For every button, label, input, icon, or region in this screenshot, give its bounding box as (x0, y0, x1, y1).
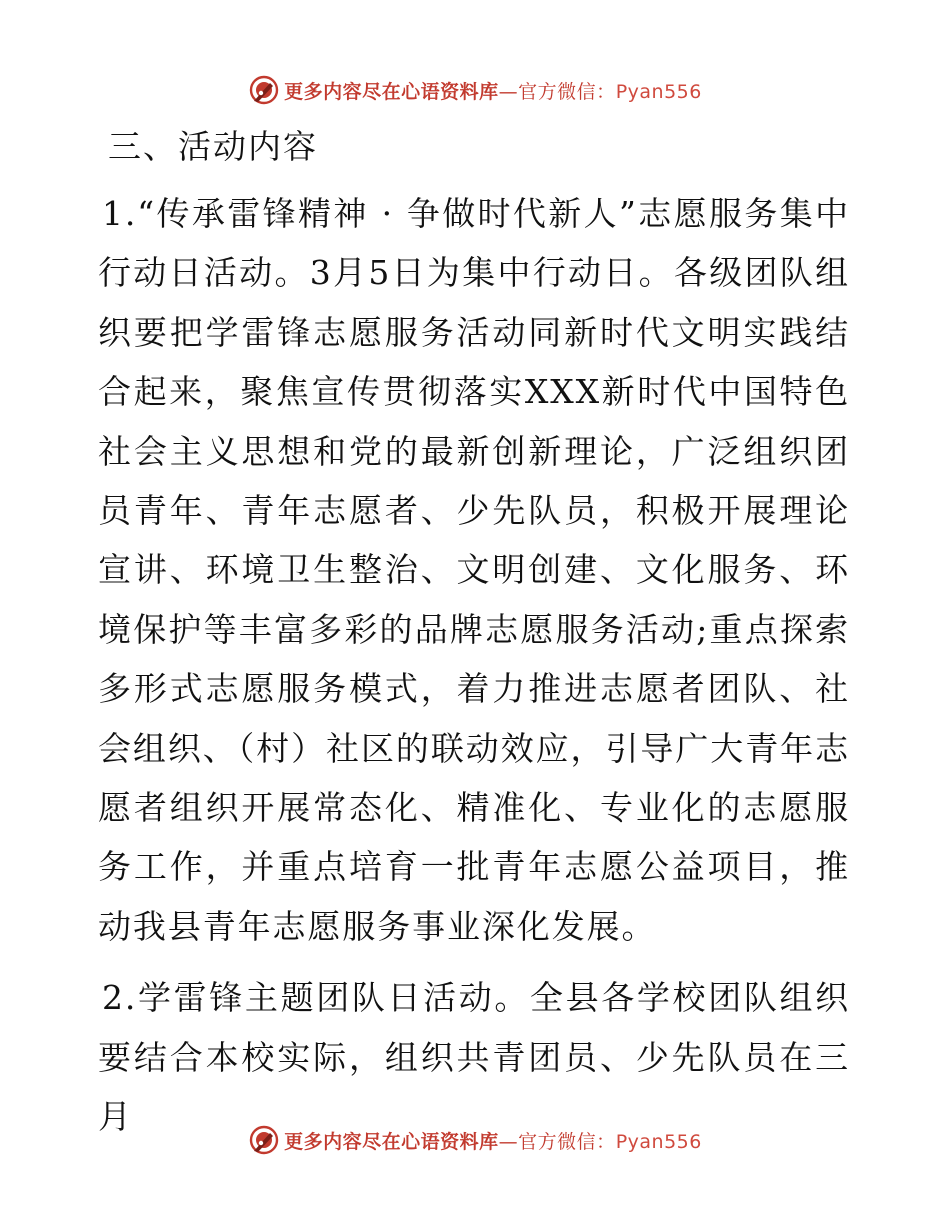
watermark-text (284, 1127, 702, 1154)
watermark-header (0, 70, 950, 110)
watermark-wechat-id: Pyan556 (615, 80, 702, 103)
quill-circle-logo-icon (248, 74, 280, 106)
watermark-separator: — (498, 80, 519, 103)
item-text: “传承雷锋精神 · 争做时代新人”志愿服务集中行动日活动。3月5日为集中行动日。各级团队组织要把学雷锋志愿服务活动同新时代文明实践结合起来，聚焦宣传贯彻落实XXX新时代中国特色社会主义思想和党的最新创新理论，广泛组织团员青年、青年志愿者、少先队员，积极开展理论宣讲、环境卫生整治、文明创建、文化服务、环境保护等丰富多彩的品牌志愿服务活动;重点探索多形式志愿服务模式，着力推进志愿者团队、社会组织、（村）社区的联动效应，引导广大青年志愿者组织开展常态化、精准化、专业化的志愿服务工作，并重点培育一批青年志愿公益项目，推动我县青年志愿服务事业深化发展。 (98, 194, 850, 946)
paragraph-item-1 (98, 184, 850, 956)
watermark-site: 更多内容尽在心语资料库 (284, 80, 499, 103)
watermark-wechat-label: 官方微信： (518, 80, 616, 103)
item-number: 1. (102, 194, 138, 233)
quill-circle-logo-icon (248, 1124, 280, 1156)
watermark-wechat-label: 官方微信： (518, 1130, 616, 1153)
watermark-text (284, 77, 702, 104)
document-body (98, 118, 850, 1159)
item-number: 2. (102, 978, 138, 1018)
item-text: 学雷锋主题团队日活动。全县各学校团队组织要结合本校实际，组织共青团员、少先队员在三月 (98, 978, 850, 1137)
watermark-separator: — (498, 1130, 519, 1153)
watermark-footer (0, 1120, 950, 1160)
watermark-wechat-id: Pyan556 (615, 1130, 702, 1153)
watermark-site: 更多内容尽在心语资料库 (284, 1130, 499, 1153)
section-heading: 三、活动内容 (108, 127, 318, 166)
